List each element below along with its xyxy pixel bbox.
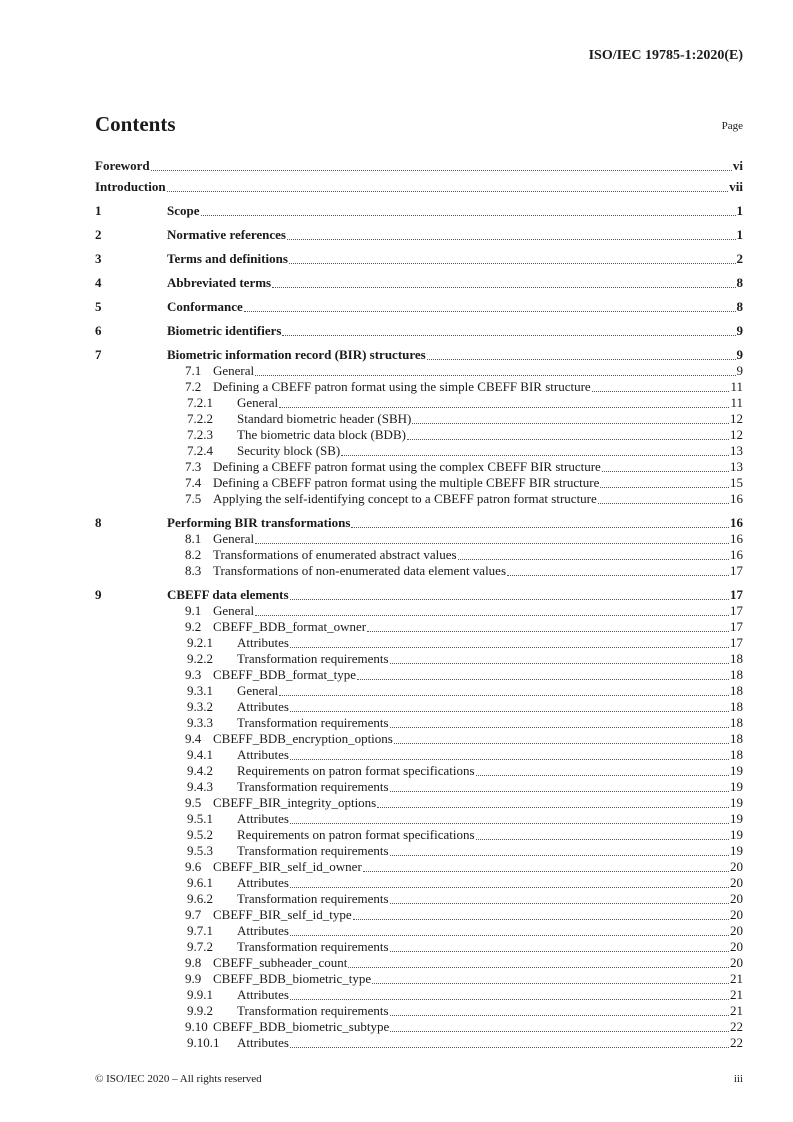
toc-entry-title: Security block (SB): [237, 443, 341, 458]
toc-entry-page: 16: [730, 547, 743, 562]
dot-leader: [290, 598, 729, 600]
toc-entry-page: 22: [730, 1019, 743, 1034]
toc-entry-page: 20: [730, 875, 743, 890]
dot-leader: [363, 870, 729, 872]
toc-entry-title: Conformance: [167, 299, 243, 314]
toc-entry-number: 9.10: [185, 1019, 208, 1034]
toc-entry-title: Defining a CBEFF patron format using the multiple CBEFF BIR structure: [213, 475, 600, 490]
toc-entry[interactable]: [95, 299, 743, 315]
toc-entry-number: 9.4.1: [187, 747, 213, 762]
toc-entry-title: Applying the self-identifying concept to a CBEFF patron format structure: [213, 491, 597, 506]
toc-entry-number: 7.2.4: [187, 443, 213, 458]
toc-entry[interactable]: [95, 795, 743, 811]
toc-entry-number: 8.1: [185, 531, 202, 546]
toc-entry-title: Attributes: [237, 811, 289, 826]
toc-entry-title: Transformations of enumerated abstract values: [213, 547, 457, 562]
toc-entry-title: General: [213, 531, 255, 546]
toc-entry[interactable]: [95, 158, 743, 174]
dot-leader: [412, 422, 729, 424]
toc-entry-title: Transformation requirements: [237, 715, 389, 730]
toc-entry-page: 18: [730, 731, 743, 746]
toc-entry-page: 20: [730, 907, 743, 922]
toc-entry[interactable]: [95, 459, 743, 475]
toc-entry-title: CBEFF_BDB_biometric_subtype: [213, 1019, 390, 1034]
dot-leader: [394, 742, 729, 744]
toc-entry[interactable]: [95, 275, 743, 291]
toc-entry-page: 17: [730, 619, 743, 634]
dot-leader: [167, 190, 729, 192]
toc-entry-number: 9.9.1: [187, 987, 213, 1002]
toc-entry-title: Standard biometric header (SBH): [237, 411, 412, 426]
dot-leader: [244, 310, 736, 312]
toc-entry-page: 20: [730, 859, 743, 874]
toc-entry[interactable]: [95, 203, 743, 219]
toc-entry-page: 15: [730, 475, 743, 490]
toc-entry-page: 8: [736, 299, 743, 314]
toc-entry[interactable]: [95, 731, 743, 747]
toc-entry-number: 9.3.1: [187, 683, 213, 698]
toc-entry[interactable]: [95, 563, 743, 579]
dot-leader: [290, 822, 729, 824]
table-of-contents: [95, 158, 743, 1051]
toc-entry[interactable]: [95, 923, 743, 939]
dot-leader: [201, 214, 736, 216]
toc-entry-page: 17: [730, 635, 743, 650]
toc-entry-title: Transformation requirements: [237, 1003, 389, 1018]
toc-entry-page: 19: [730, 795, 743, 810]
toc-entry-title: CBEFF_subheader_count: [213, 955, 348, 970]
copyright-footer: © ISO/IEC 2020 – All rights reserved: [95, 1073, 262, 1085]
toc-entry-title: Introduction: [95, 179, 166, 194]
toc-entry[interactable]: [95, 491, 743, 507]
toc-entry-title: CBEFF_BDB_format_type: [213, 667, 357, 682]
toc-entry-title: Attributes: [237, 747, 289, 762]
toc-entry[interactable]: [95, 531, 743, 547]
toc-entry-title: Foreword: [95, 158, 150, 173]
toc-entry-title: CBEFF_BDB_biometric_type: [213, 971, 372, 986]
toc-entry-title: Transformation requirements: [237, 843, 389, 858]
dot-leader: [272, 286, 735, 288]
toc-entry[interactable]: [95, 667, 743, 683]
toc-entry-number: 9.9: [185, 971, 202, 986]
toc-entry-page: 19: [730, 827, 743, 842]
toc-entry-page: 19: [730, 811, 743, 826]
page-column-label: Page: [721, 120, 743, 132]
toc-entry[interactable]: [95, 427, 743, 443]
toc-entry-title: Abbreviated terms: [167, 275, 272, 290]
toc-entry-page: 16: [730, 531, 743, 546]
toc-entry[interactable]: [95, 587, 743, 603]
toc-entry-number: 9.1: [185, 603, 202, 618]
dot-leader: [458, 558, 729, 560]
toc-entry-number: 8.2: [185, 547, 202, 562]
toc-entry[interactable]: [95, 939, 743, 955]
dot-leader: [476, 838, 729, 840]
toc-entry-title: CBEFF_BIR_self_id_owner: [213, 859, 362, 874]
toc-entry-number: 9.6.2: [187, 891, 213, 906]
toc-entry-title: Biometric information record (BIR) structures: [167, 347, 426, 362]
toc-entry-title: General: [213, 603, 255, 618]
document-id-header: ISO/IEC 19785-1:2020(E): [588, 48, 743, 63]
dot-leader: [390, 854, 729, 856]
toc-entry-number: 3: [95, 251, 102, 266]
dot-leader: [507, 574, 729, 576]
dot-leader: [255, 374, 735, 376]
toc-entry-page: 19: [730, 779, 743, 794]
toc-entry-page: 11: [730, 379, 743, 394]
dot-leader: [255, 614, 729, 616]
toc-entry[interactable]: [95, 251, 743, 267]
toc-entry-title: CBEFF_BDB_format_owner: [213, 619, 367, 634]
toc-entry-page: 18: [730, 715, 743, 730]
toc-entry-number: 9.9.2: [187, 1003, 213, 1018]
toc-entry-page: 2: [736, 251, 743, 266]
toc-entry-title: Attributes: [237, 699, 289, 714]
toc-entry-number: 9.6: [185, 859, 202, 874]
toc-entry-title: The biometric data block (BDB): [237, 427, 406, 442]
dot-leader: [290, 758, 729, 760]
dot-leader: [290, 934, 729, 936]
toc-entry-page: 9: [736, 323, 743, 338]
toc-entry-number: 9.5.1: [187, 811, 213, 826]
toc-entry-page: 22: [730, 1035, 743, 1050]
dot-leader: [407, 438, 729, 440]
toc-entry-page: 20: [730, 891, 743, 906]
dot-leader: [290, 998, 729, 1000]
toc-entry[interactable]: [95, 619, 743, 635]
toc-entry-number: 9.2: [185, 619, 202, 634]
toc-entry[interactable]: [95, 411, 743, 427]
toc-entry-number: 7.2.3: [187, 427, 213, 442]
toc-entry-title: CBEFF_BIR_self_id_type: [213, 907, 352, 922]
toc-entry-title: CBEFF data elements: [167, 587, 289, 602]
toc-entry-number: 9.4: [185, 731, 202, 746]
dot-leader: [390, 662, 729, 664]
toc-entry-page: 13: [730, 459, 743, 474]
dot-leader: [351, 526, 729, 528]
dot-leader: [367, 630, 729, 632]
toc-entry-page: vii: [729, 179, 743, 194]
toc-entry[interactable]: [95, 443, 743, 459]
toc-entry-title: CBEFF_BDB_encryption_options: [213, 731, 393, 746]
toc-entry-number: 9.3: [185, 667, 202, 682]
toc-entry-number: 9.7.1: [187, 923, 213, 938]
toc-entry-page: 9: [736, 363, 743, 378]
toc-entry-number: 9.5: [185, 795, 202, 810]
toc-entry-page: 12: [730, 427, 743, 442]
toc-entry-number: 7.1: [185, 363, 202, 378]
dot-leader: [151, 169, 732, 171]
toc-entry-page: 17: [730, 587, 743, 602]
toc-entry[interactable]: [95, 987, 743, 1003]
toc-entry[interactable]: [95, 779, 743, 795]
toc-entry-title: Requirements on patron format specifications: [237, 763, 475, 778]
toc-entry-number: 9.2.2: [187, 651, 213, 666]
toc-entry-page: 1: [736, 203, 743, 218]
dot-leader: [598, 502, 729, 504]
dot-leader: [290, 646, 729, 648]
dot-leader: [390, 1030, 729, 1032]
toc-entry-number: 9.3.3: [187, 715, 213, 730]
dot-leader: [427, 358, 736, 360]
toc-entry-number: 4: [95, 275, 102, 290]
dot-leader: [348, 966, 729, 968]
toc-entry-page: 18: [730, 667, 743, 682]
toc-entry-page: 21: [730, 1003, 743, 1018]
toc-entry-title: Transformations of non-enumerated data element values: [213, 563, 507, 578]
toc-entry-page: 20: [730, 939, 743, 954]
toc-entry[interactable]: [95, 811, 743, 827]
toc-entry-title: Attributes: [237, 635, 289, 650]
toc-entry[interactable]: [95, 715, 743, 731]
toc-entry-number: 9.5.2: [187, 827, 213, 842]
toc-entry-title: Transformation requirements: [237, 779, 389, 794]
toc-entry-number: 9.7: [185, 907, 202, 922]
toc-entry-page: 17: [730, 563, 743, 578]
toc-entry-title: Normative references: [167, 227, 286, 242]
toc-entry-page: 19: [730, 763, 743, 778]
toc-entry-title: General: [237, 395, 279, 410]
dot-leader: [255, 542, 729, 544]
toc-entry[interactable]: [95, 907, 743, 923]
toc-entry[interactable]: [95, 971, 743, 987]
toc-entry-page: 12: [730, 411, 743, 426]
toc-entry-page: 20: [730, 955, 743, 970]
toc-entry-number: 9.2.1: [187, 635, 213, 650]
toc-entry[interactable]: [95, 683, 743, 699]
toc-entry-title: Transformation requirements: [237, 651, 389, 666]
toc-entry[interactable]: [95, 227, 743, 243]
toc-entry-number: 9.5.3: [187, 843, 213, 858]
toc-entry-number: 7.5: [185, 491, 202, 506]
dot-leader: [476, 774, 729, 776]
dot-leader: [592, 390, 730, 392]
dot-leader: [390, 950, 729, 952]
toc-entry-title: CBEFF_BIR_integrity_options: [213, 795, 377, 810]
toc-entry-number: 9.10.1: [187, 1035, 220, 1050]
toc-entry[interactable]: [95, 395, 743, 411]
toc-entry-page: 21: [730, 971, 743, 986]
toc-entry-page: 18: [730, 651, 743, 666]
dot-leader: [289, 262, 736, 264]
toc-entry[interactable]: [95, 763, 743, 779]
toc-entry-number: 2: [95, 227, 102, 242]
dot-leader: [357, 678, 729, 680]
toc-entry-page: 21: [730, 987, 743, 1002]
toc-entry-title: Terms and definitions: [167, 251, 288, 266]
dot-leader: [287, 238, 736, 240]
toc-entry-title: Transformation requirements: [237, 939, 389, 954]
toc-entry-number: 7.2.2: [187, 411, 213, 426]
toc-entry[interactable]: [95, 379, 743, 395]
dot-leader: [377, 806, 729, 808]
dot-leader: [390, 726, 729, 728]
dot-leader: [600, 486, 729, 488]
toc-entry[interactable]: [95, 363, 743, 379]
toc-entry[interactable]: [95, 859, 743, 875]
toc-entry-number: 7.2: [185, 379, 202, 394]
toc-entry-number: 8: [95, 515, 102, 530]
toc-entry-number: 8.3: [185, 563, 202, 578]
dot-leader: [602, 470, 729, 472]
toc-entry[interactable]: [95, 1019, 743, 1035]
toc-entry[interactable]: [95, 635, 743, 651]
toc-entry[interactable]: [95, 827, 743, 843]
toc-entry-page: 18: [730, 683, 743, 698]
toc-entry-number: 7.3: [185, 459, 202, 474]
toc-entry-title: Defining a CBEFF patron format using the simple CBEFF BIR structure: [213, 379, 591, 394]
toc-entry-title: Attributes: [237, 875, 289, 890]
toc-entry[interactable]: [95, 547, 743, 563]
toc-entry-page: 18: [730, 699, 743, 714]
toc-entry[interactable]: [95, 843, 743, 859]
toc-entry-number: 9.8: [185, 955, 202, 970]
toc-entry-number: 6: [95, 323, 102, 338]
dot-leader: [279, 406, 729, 408]
dot-leader: [282, 334, 735, 336]
dot-leader: [279, 694, 729, 696]
toc-entry[interactable]: [95, 891, 743, 907]
toc-entry-number: 5: [95, 299, 102, 314]
toc-entry-number: 7.2.1: [187, 395, 213, 410]
page-number: iii: [733, 1073, 743, 1085]
toc-entry[interactable]: [95, 323, 743, 339]
toc-entry-number: 7: [95, 347, 102, 362]
toc-entry-title: General: [237, 683, 279, 698]
toc-entry-page: 20: [730, 923, 743, 938]
toc-entry[interactable]: [95, 1003, 743, 1019]
toc-entry-page: 19: [730, 843, 743, 858]
toc-entry-title: Attributes: [237, 1035, 289, 1050]
toc-entry-page: 16: [730, 491, 743, 506]
toc-entry-title: Biometric identifiers: [167, 323, 282, 338]
dot-leader: [290, 710, 729, 712]
toc-entry-title: Defining a CBEFF patron format using the complex CBEFF BIR structure: [213, 459, 601, 474]
toc-entry-page: 11: [730, 395, 743, 410]
toc-entry[interactable]: [95, 747, 743, 763]
toc-entry-page: 16: [730, 515, 743, 530]
toc-entry-title: Performing BIR transformations: [167, 515, 351, 530]
toc-entry[interactable]: [95, 1035, 743, 1051]
toc-entry[interactable]: [95, 875, 743, 891]
toc-entry[interactable]: [95, 515, 743, 531]
toc-entry-number: 9.6.1: [187, 875, 213, 890]
toc-entry-title: Scope: [167, 203, 200, 218]
toc-entry-page: 13: [730, 443, 743, 458]
dot-leader: [390, 790, 729, 792]
toc-entry-number: 9.3.2: [187, 699, 213, 714]
dot-leader: [390, 902, 729, 904]
toc-entry-title: Attributes: [237, 987, 289, 1002]
dot-leader: [390, 1014, 729, 1016]
toc-entry-number: 1: [95, 203, 102, 218]
toc-entry[interactable]: [95, 603, 743, 619]
toc-entry-page: 9: [736, 347, 743, 362]
dot-leader: [290, 886, 729, 888]
toc-entry[interactable]: [95, 347, 743, 363]
toc-entry-title: Attributes: [237, 923, 289, 938]
toc-entry-number: 9: [95, 587, 102, 602]
toc-entry[interactable]: [95, 955, 743, 971]
toc-entry-page: 8: [736, 275, 743, 290]
dot-leader: [290, 1046, 729, 1048]
dot-leader: [341, 454, 729, 456]
page-title: Contents: [95, 112, 176, 136]
toc-entry-page: vi: [732, 158, 743, 173]
toc-entry-number: 9.7.2: [187, 939, 213, 954]
toc-entry[interactable]: [95, 179, 743, 195]
toc-entry[interactable]: [95, 699, 743, 715]
toc-entry-page: 17: [730, 603, 743, 618]
toc-entry-page: 1: [736, 227, 743, 242]
dot-leader: [353, 918, 729, 920]
toc-entry-title: Transformation requirements: [237, 891, 389, 906]
toc-entry[interactable]: [95, 651, 743, 667]
toc-entry[interactable]: [95, 475, 743, 491]
toc-entry-number: 7.4: [185, 475, 202, 490]
toc-entry-page: 18: [730, 747, 743, 762]
toc-entry-title: General: [213, 363, 255, 378]
toc-entry-number: 9.4.3: [187, 779, 213, 794]
dot-leader: [372, 982, 729, 984]
toc-entry-title: Requirements on patron format specifications: [237, 827, 475, 842]
toc-entry-number: 9.4.2: [187, 763, 213, 778]
